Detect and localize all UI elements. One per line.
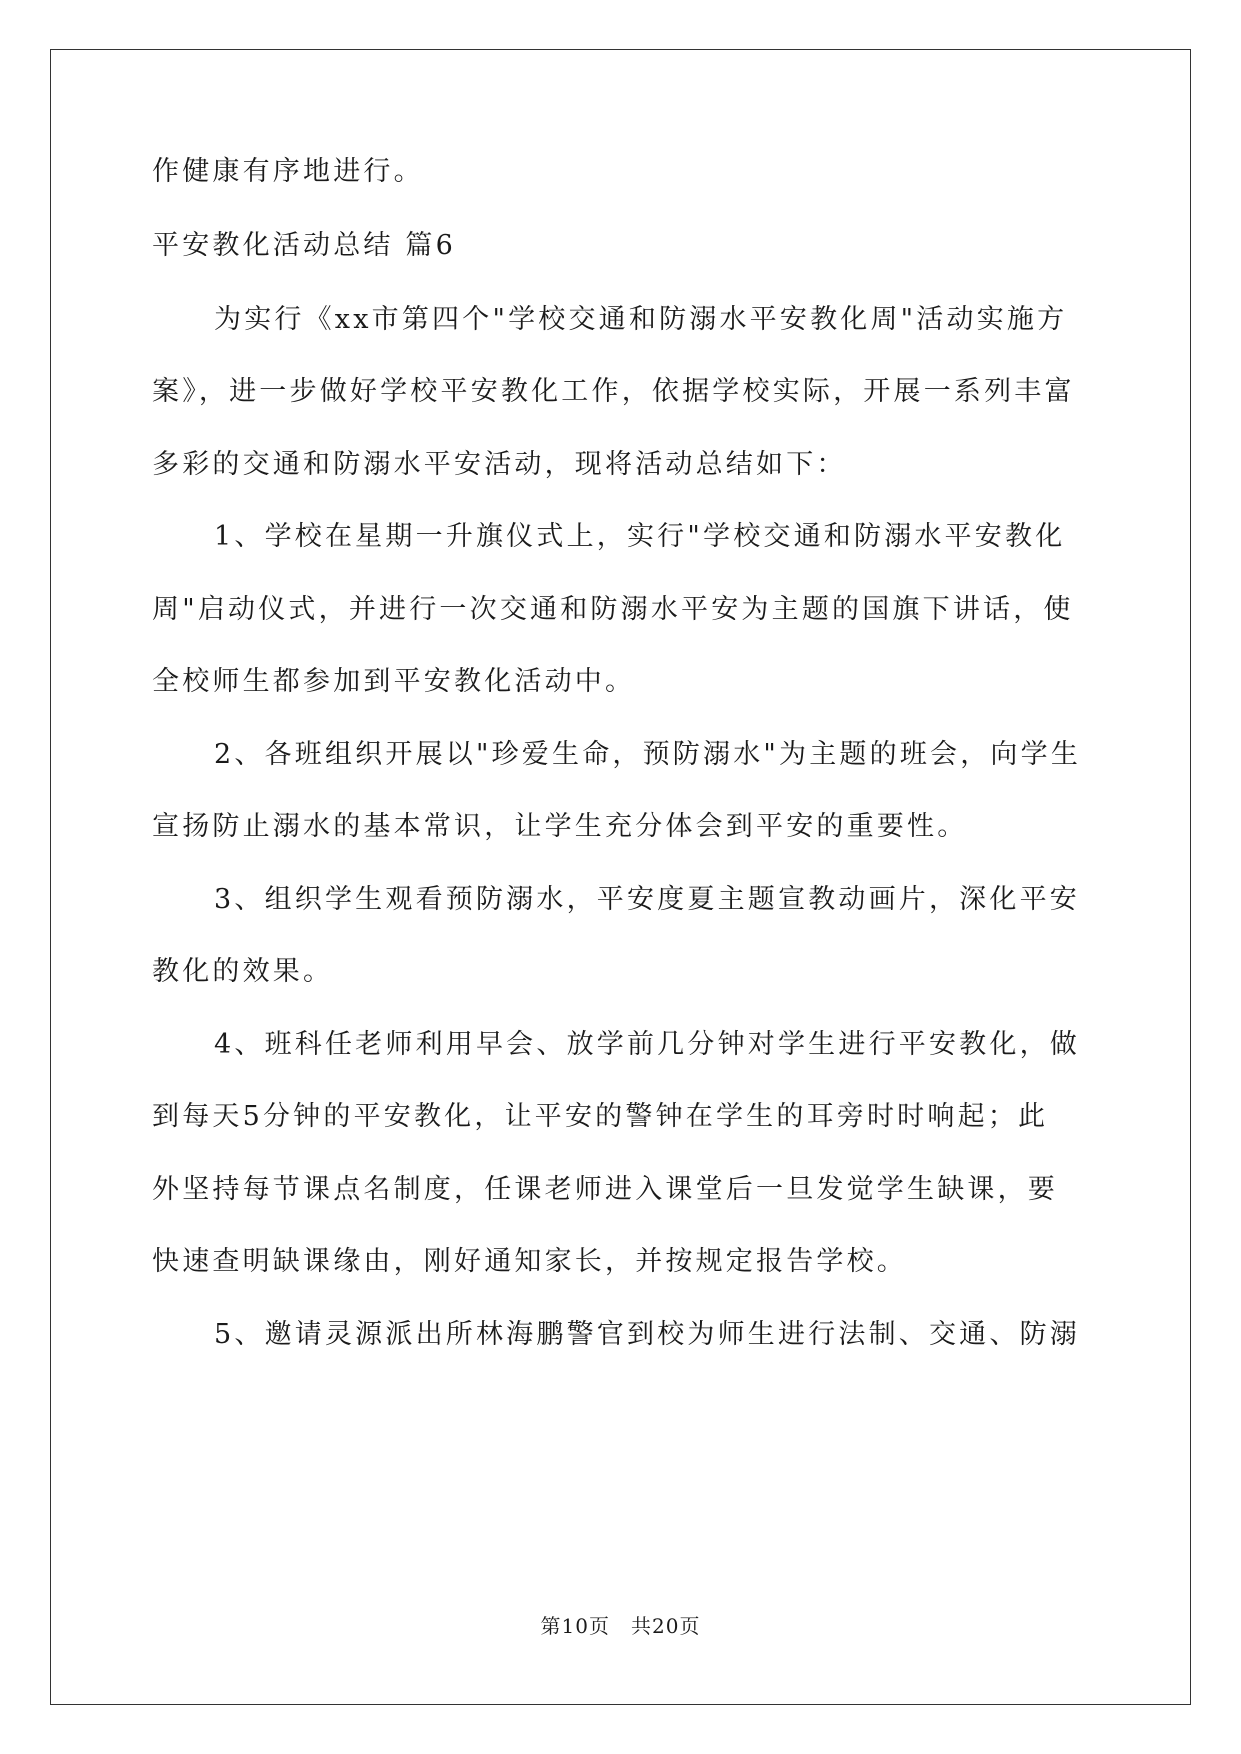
text-line: 到每天5分钟的平安教化，让平安的警钟在学生的耳旁时时响起；此 [152, 1101, 1049, 1132]
text-line: 作健康有序地进行。 [152, 156, 424, 187]
text-line: 2、各班组织开展以"珍爱生命，预防溺水"为主题的班会，向学生 [214, 739, 1082, 770]
text-line: 1、学校在星期一升旗仪式上，实行"学校交通和防溺水平安教化 [214, 521, 1066, 552]
text-line: 4、班科任老师利用早会、放学前几分钟对学生进行平安教化，做 [214, 1029, 1080, 1060]
text-line: 案》，进一步做好学校平安教化工作，依据学校实际，开展一系列丰富 [152, 376, 1075, 407]
text-line: 外坚持每节课点名制度，任课老师进入课堂后一旦发觉学生缺课，要 [152, 1174, 1058, 1205]
text-line: 快速查明缺课缘由，刚好通知家长，并按规定报告学校。 [152, 1246, 907, 1277]
text-line: 教化的效果。 [152, 956, 334, 987]
text-line: 周"启动仪式，并进行一次交通和防溺水平安为主题的国旗下讲话，使 [152, 594, 1074, 625]
section-heading: 平安教化活动总结 篇6 [152, 230, 456, 261]
text-line: 5、邀请灵源派出所林海鹏警官到校为师生进行法制、交通、防溺 [214, 1319, 1080, 1350]
text-line: 3、组织学生观看预防溺水，平安度夏主题宣教动画片，深化平安 [214, 884, 1080, 915]
text-line: 多彩的交通和防溺水平安活动，现将活动总结如下： [152, 449, 847, 480]
text-line: 为实行《xx市第四个"学校交通和防溺水平安教化周"活动实施方 [214, 304, 1068, 335]
text-line: 全校师生都参加到平安教化活动中。 [152, 666, 636, 697]
page-frame [50, 49, 1191, 1705]
text-line: 宣扬防止溺水的基本常识，让学生充分体会到平安的重要性。 [152, 811, 968, 842]
page-number: 第10页 共20页 [540, 1614, 701, 1638]
